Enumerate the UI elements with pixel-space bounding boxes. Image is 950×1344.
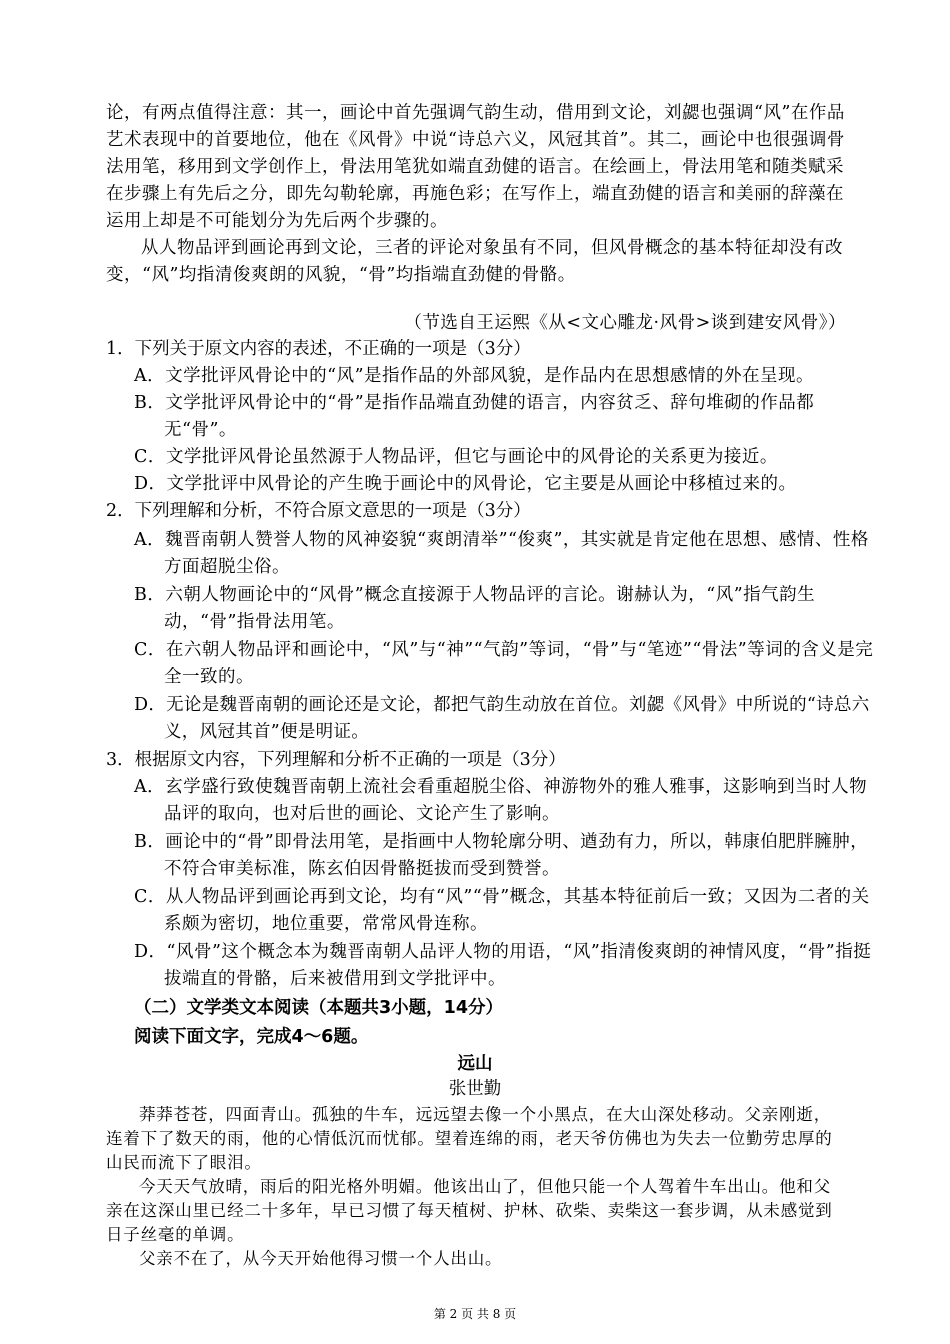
story-paragraph-1: 莽莽苍苍，四面青山。孤独的牛车，远远望去像一个小黑点，在大山深处移动。父亲刚逝，连着下了数天的雨，他的心情低沉而忧郁。望着连绵的雨，老天爷仿佛也为失去一位勤劳忠厚的山民而流下了眼泪。 xyxy=(106,1105,833,1172)
story-author: 张世勤 xyxy=(448,1079,502,1099)
question-2-option-d: D．无论是魏晋南朝的画论还是文论，都把气韵生动放在首位。刘勰《风骨》中所说的“诗总六义，风冠其首”便是明证。 xyxy=(134,695,870,742)
question-3-stem: 3．根据原文内容，下列理解和分析不正确的一项是（3分） xyxy=(106,750,566,770)
question-2-option-a: A．魏晋南朝人赞誉人物的风神姿貌“爽朗清举”“俊爽”，其实就是肯定他在思想、感情、性格方面超脱尘俗。 xyxy=(134,530,869,577)
question-3-option-b: B．画论中的“骨”即骨法用笔，是指画中人物轮廓分明、遒劲有力，所以，韩康伯肥胖臃肿，不符合审美标准，陈玄伯因骨骼挺拔而受到赞誉。 xyxy=(134,832,869,879)
question-2-stem: 2．下列理解和分析，不符合原文意思的一项是（3分） xyxy=(106,501,531,521)
question-3-option-d: D．“风骨”这个概念本为魏晋南朝人品评人物的用语，“风”指清俊爽朗的神情风度，“骨”指挺拔端直的骨骼，后来被借用到文学批评中。 xyxy=(134,942,872,989)
question-1-option-d: D．文学批评中风骨论的产生晚于画论中的风骨论，它主要是从画论中移植过来的。 xyxy=(134,474,797,494)
question-2-option-c: C．在六朝人物品评和画论中，“风”与“神”“气韵”等词，“骨”与“笔迹”“骨法”等词的含义是完全一致的。 xyxy=(134,640,874,687)
passage-source: （节选自王运熙《从<文心雕龙·风骨>谈到建安风骨》） xyxy=(404,313,846,333)
page-footer: 第 2 页 共 8 页 xyxy=(433,1307,517,1321)
passage-paragraph-2: 从人物品评到画论再到文论，三者的评论对象虽有不同，但风骨概念的基本特征却没有改变，“风”均指清俊爽朗的风貌，“骨”均指端直劲健的骨骼。 xyxy=(106,238,843,285)
question-1-option-c: C．文学批评风骨论虽然源于人物品评，但它与画论中的风骨论的关系更为接近。 xyxy=(134,447,778,467)
story-paragraph-2: 今天天气放晴，雨后的阳光格外明媚。他该出山了，但他只能一个人驾着牛车出山。他和父亲在这深山里已经二十多年，早已习惯了每天植树、护林、砍柴、卖柴这一套步调，从未感觉到日子丝毫的单调。 xyxy=(106,1177,833,1244)
question-1-option-b: B．文学批评风骨论中的“骨”是指作品端直劲健的语言，内容贫乏、辞句堆砌的作品都无“骨”。 xyxy=(134,393,815,440)
question-3-option-c: C．从人物品评到画论再到文论，均有“风”“骨”概念，其基本特征前后一致；又因为二者的关系颇为密切，地位重要，常常风骨连称。 xyxy=(134,887,870,934)
passage-paragraph-1: 论，有两点值得注意：其一，画论中首先强调气韵生动，借用到文论，刘勰也强调“风”在作品艺术表现中的首要地位，他在《风骨》中说“诗总六义，风冠其首”。其二，画论中也很强调骨法用笔，移用到文学创作上，骨法用笔犹如端直劲健的语言。在绘画上，骨法用笔和随类赋采在步骤上有先后之分，即先勾勒轮廓，再施色彩；在写作上，端直劲健的语言和美丽的辞藻在运用上却是不可能划分为先后两个步骤的。 xyxy=(106,103,845,231)
question-3-option-a: A．玄学盛行致使魏晋南朝上流社会看重超脱尘俗、神游物外的雅人雅事，这影响到当时人物品评的取向，也对后世的画论、文论产生了影响。 xyxy=(134,777,868,824)
story-paragraph-3: 父亲不在了，从今天开始他得习惯一个人出山。 xyxy=(139,1249,503,1268)
question-1-stem: 1．下列关于原文内容的表述，不正确的一项是（3分） xyxy=(106,339,531,359)
question-2-option-b: B．六朝人物画论中的“风骨”概念直接源于人物品评的言论。谢赫认为，“风”指气韵生动，“骨”指骨法用笔。 xyxy=(134,585,816,632)
story-title: 远山 xyxy=(457,1054,493,1074)
section-heading: （二）文学类文本阅读（本题共3小题，14分） xyxy=(134,998,504,1018)
question-1-option-a: A．文学批评风骨论中的“风”是指作品的外部风貌，是作品内在思想感情的外在呈现。 xyxy=(134,366,815,386)
section-instruction: 阅读下面文字，完成4～6题。 xyxy=(134,1027,369,1047)
